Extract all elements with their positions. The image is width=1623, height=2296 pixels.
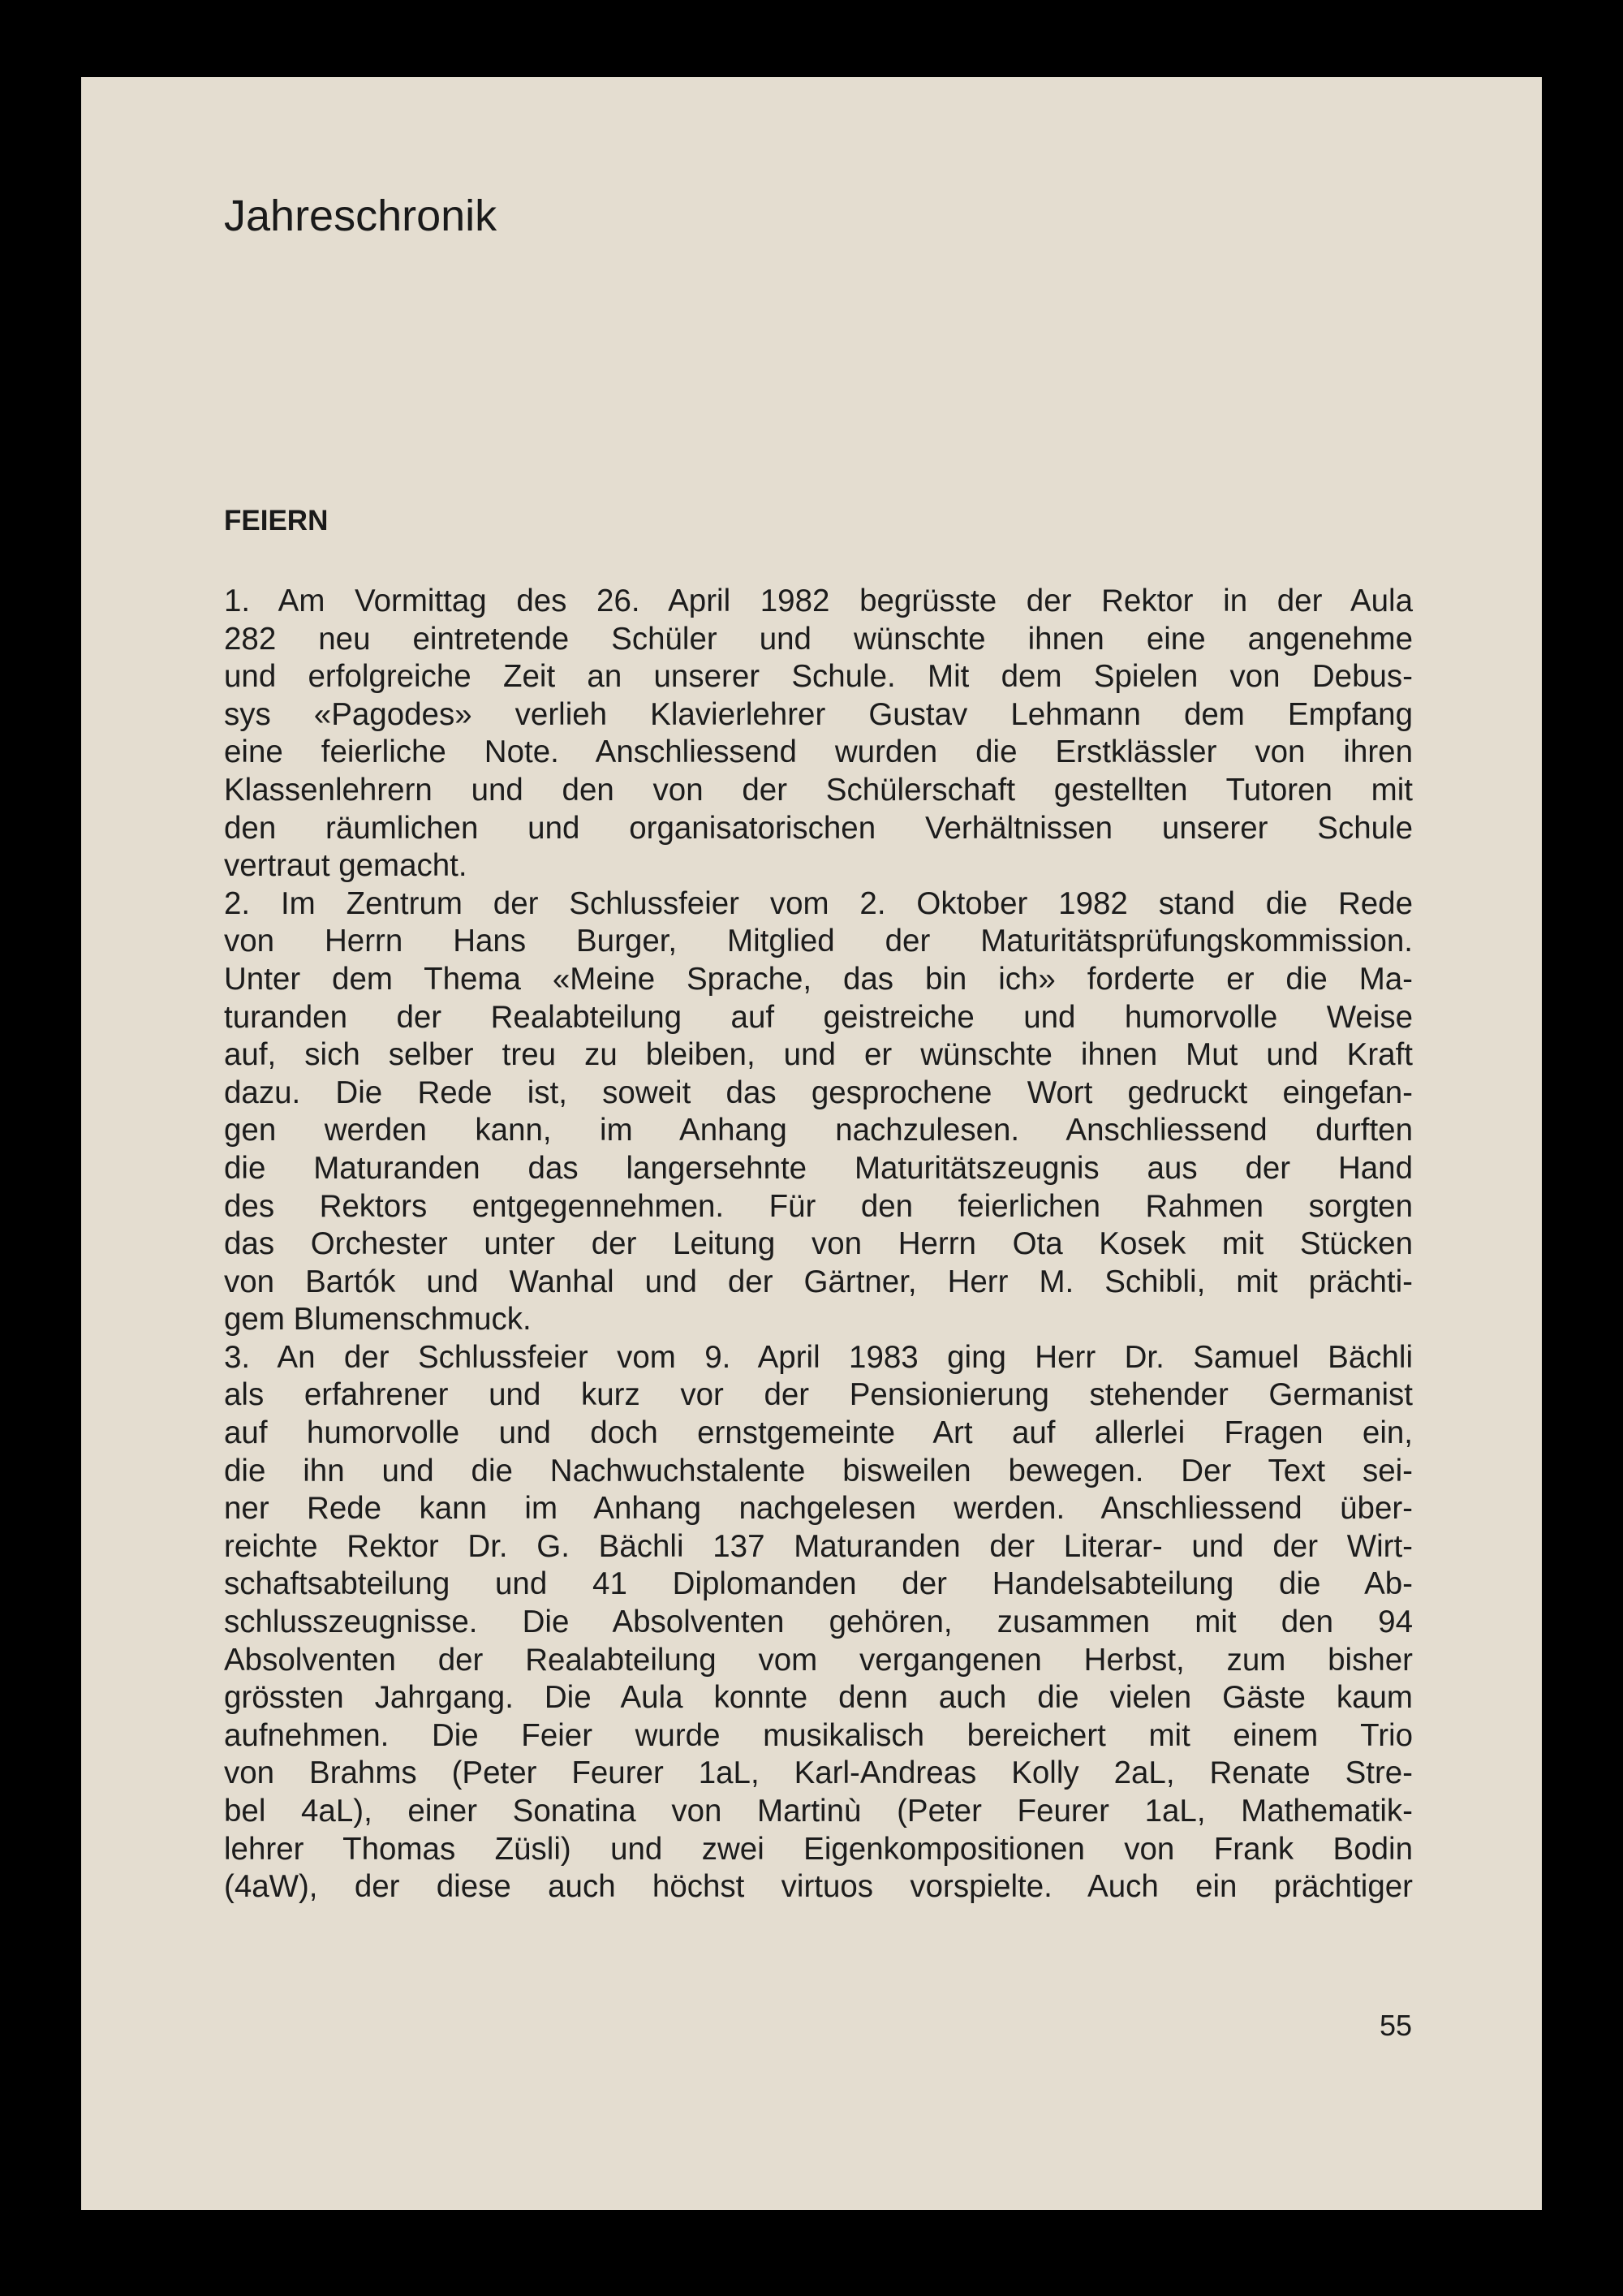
page-title: Jahreschronik bbox=[224, 192, 497, 240]
text-line: schlusszeugnisse. Die Absolventen gehören, zusammen mit den 94 bbox=[224, 1605, 1413, 1640]
text-line: Absolventen der Realabteilung vom vergangenen Herbst, zum bisher bbox=[224, 1642, 1413, 1678]
body-text bbox=[224, 583, 1413, 1906]
text-line: das Orchester unter der Leitung von Herrn Ota Kosek mit Stücken bbox=[224, 1226, 1413, 1262]
text-line: aufnehmen. Die Feier wurde musikalisch bereichert mit einem Trio bbox=[224, 1717, 1413, 1753]
text-line: auf, sich selber treu zu bleiben, und er wünschte ihnen Mut und Kraft bbox=[224, 1037, 1413, 1073]
text-line: von Brahms (Peter Feurer 1aL, Karl-Andreas Kolly 2aL, Renate Stre- bbox=[224, 1755, 1413, 1791]
text-line: 2. Im Zentrum der Schlussfeier vom 2. Oktober 1982 stand die Rede bbox=[224, 885, 1413, 921]
text-line: dazu. Die Rede ist, soweit das gesprochene Wort gedruckt eingefan- bbox=[224, 1075, 1413, 1110]
text-line: schaftsabteilung und 41 Diplomanden der Handelsabteilung die Ab- bbox=[224, 1566, 1413, 1602]
text-line: auf humorvolle und doch ernstgemeinte Art auf allerlei Fragen ein, bbox=[224, 1415, 1413, 1451]
text-line: turanden der Realabteilung auf geistreiche und humorvolle Weise bbox=[224, 999, 1413, 1035]
text-line: sys «Pagodes» verlieh Klavierlehrer Gustav Lehmann dem Empfang bbox=[224, 696, 1413, 732]
text-line: 3. An der Schlussfeier vom 9. April 1983 ging Herr Dr. Samuel Bächli bbox=[224, 1339, 1413, 1375]
text-line: die ihn und die Nachwuchstalente bisweilen bewegen. Der Text sei- bbox=[224, 1453, 1413, 1488]
text-line: und erfolgreiche Zeit an unserer Schule. Mit dem Spielen von Debus- bbox=[224, 659, 1413, 695]
text-line: 282 neu eintretende Schüler und wünschte ihnen eine angenehme bbox=[224, 621, 1413, 657]
text-line: lehrer Thomas Züsli) und zwei Eigenkompositionen von Frank Bodin bbox=[224, 1831, 1413, 1867]
text-line: ner Rede kann im Anhang nachgelesen werden. Anschliessend über- bbox=[224, 1491, 1413, 1527]
text-line: gem Blumenschmuck. bbox=[224, 1302, 532, 1338]
text-line: des Rektors entgegennehmen. Für den feierlichen Rahmen sorgten bbox=[224, 1188, 1413, 1224]
text-line: die Maturanden das langersehnte Maturitätszeugnis aus der Hand bbox=[224, 1150, 1413, 1186]
text-line: Klassenlehrern und den von der Schülerschaft gestellten Tutoren mit bbox=[224, 772, 1413, 808]
text-line: Unter dem Thema «Meine Sprache, das bin ich» forderte er die Ma- bbox=[224, 961, 1413, 997]
text-line: vertraut gemacht. bbox=[224, 848, 467, 884]
text-line: als erfahrener und kurz vor der Pensionierung stehender Germanist bbox=[224, 1377, 1413, 1413]
text-line: bel 4aL), einer Sonatina von Martinù (Peter Feurer 1aL, Mathematik- bbox=[224, 1794, 1413, 1829]
text-line: grössten Jahrgang. Die Aula konnte denn auch die vielen Gäste kaum bbox=[224, 1680, 1413, 1716]
page-number: 55 bbox=[1379, 2009, 1412, 2042]
text-line: von Herrn Hans Burger, Mitglied der Maturitätsprüfungskommission. bbox=[224, 924, 1413, 959]
text-line: von Bartók und Wanhal und der Gärtner, Herr M. Schibli, mit prächti- bbox=[224, 1264, 1413, 1299]
text-line: (4aW), der diese auch höchst virtuos vorspielte. Auch ein prächtiger bbox=[224, 1869, 1413, 1905]
text-line: den räumlichen und organisatorischen Verhältnissen unserer Schule bbox=[224, 810, 1413, 846]
text-line: 1. Am Vormittag des 26. April 1982 begrüsste der Rektor in der Aula bbox=[224, 584, 1413, 618]
section-heading: FEIERN bbox=[224, 505, 329, 536]
text-line: eine feierliche Note. Anschliessend wurden die Erstklässler von ihren bbox=[224, 734, 1413, 770]
text-line: reichte Rektor Dr. G. Bächli 137 Maturanden der Literar- und der Wirt- bbox=[224, 1528, 1413, 1564]
text-line: gen werden kann, im Anhang nachzulesen. Anschliessend durften bbox=[224, 1113, 1413, 1148]
